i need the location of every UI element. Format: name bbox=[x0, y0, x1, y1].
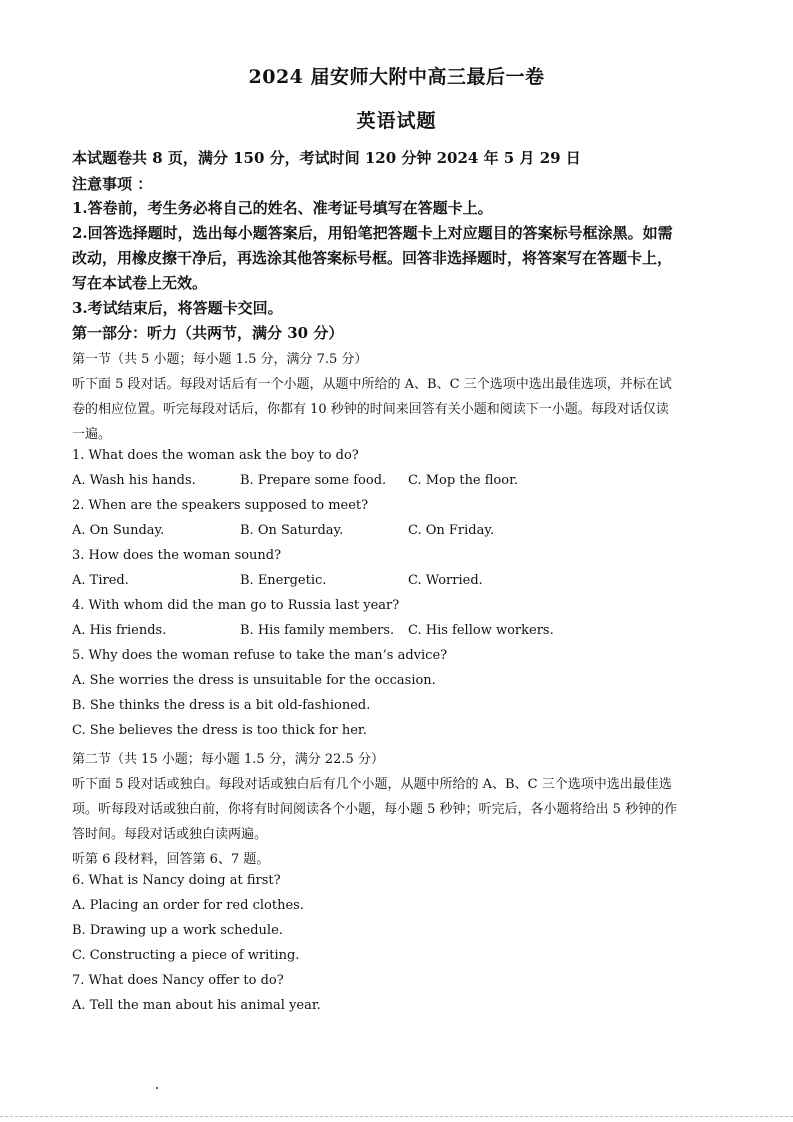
question-3: 3. How does the woman sound? bbox=[72, 548, 282, 563]
exam-info: 本试题卷共 8 页，满分 150 分，考试时间 120 分钟 2024 年 5 月 29 日 bbox=[72, 149, 581, 167]
note-2-line-2: 改动，用橡皮擦干净后，再选涂其他答案标号框。回答非选择题时，将答案写在答题卡上， bbox=[72, 249, 673, 267]
q3-option-c: C. Worried. bbox=[408, 573, 483, 588]
section1-instruction-line-1: 听下面 5 段对话。每段对话后有一个小题，从题中所给的 A、B、C 三个选项中选出最佳选项，并标在试 bbox=[72, 377, 672, 392]
q1-option-c: C. Mop the floor. bbox=[408, 473, 519, 488]
question-5: 5. Why does the woman refuse to take the man’s advice? bbox=[72, 648, 448, 663]
note-3: 3.考试结束后，将答题卡交回。 bbox=[72, 299, 283, 317]
note-2-line-3: 写在本试卷上无效。 bbox=[72, 274, 208, 292]
q6-option-a: A. Placing an order for red clothes. bbox=[72, 898, 304, 913]
q5-option-c: C. She believes the dress is too thick for her. bbox=[72, 723, 367, 738]
question-6: 6. What is Nancy doing at first? bbox=[72, 873, 281, 888]
section1-instruction-line-3: 一遍。 bbox=[72, 427, 112, 442]
q4-option-b: B. His family members. bbox=[240, 623, 395, 638]
section2-instruction-line-2: 项。听每段对话或独白前，你将有时间阅读各个小题，每小题 5 秒钟；听完后，各小题将给出 5 秒钟的作 bbox=[72, 802, 678, 817]
q7-option-a: A. Tell the man about his animal year. bbox=[72, 998, 321, 1013]
exam-subtitle: 英语试题 bbox=[356, 110, 437, 132]
q2-option-b: B. On Saturday. bbox=[240, 523, 344, 538]
q5-option-b: B. She thinks the dress is a bit old-fashioned. bbox=[72, 698, 371, 713]
section2-heading: 第二节（共 15 小题；每小题 1.5 分，满分 22.5 分） bbox=[72, 752, 384, 767]
q2-option-c: C. On Friday. bbox=[408, 523, 495, 538]
part1-heading: 第一部分：听力（共两节，满分 30 分） bbox=[72, 324, 344, 342]
q6-option-b: B. Drawing up a work schedule. bbox=[72, 923, 283, 938]
section1-heading: 第一节（共 5 小题；每小题 1.5 分，满分 7.5 分） bbox=[72, 352, 368, 367]
q1-option-a: A. Wash his hands. bbox=[72, 473, 196, 488]
section2-instruction-line-1: 听下面 5 段对话或独白。每段对话或独白后有几个小题，从题中所给的 A、B、C 三个选项中选出最佳选 bbox=[72, 777, 672, 792]
q3-option-a: A. Tired. bbox=[72, 573, 129, 588]
notes-heading: 注意事项 ： bbox=[72, 175, 153, 193]
question-7: 7. What does Nancy offer to do? bbox=[72, 973, 284, 988]
page-bottom-divider bbox=[0, 1116, 793, 1117]
q2-option-a: A. On Sunday. bbox=[72, 523, 165, 538]
passage-6-intro: 听第 6 段材料，回答第 6、7 题。 bbox=[72, 852, 270, 867]
footer-dot bbox=[156, 1087, 158, 1089]
note-1: 1.答卷前，考生务必将自己的姓名、准考证号填写在答题卡上。 bbox=[72, 199, 493, 217]
note-2-line-1: 2.回答选择题时，选出每小题答案后，用铅笔把答题卡上对应题目的答案标号框涂黑。如需 bbox=[72, 224, 673, 242]
q4-option-a: A. His friends. bbox=[72, 623, 167, 638]
q5-option-a: A. She worries the dress is unsuitable for the occasion. bbox=[72, 673, 436, 688]
exam-title: 2024 届安师大附中高三最后一卷 bbox=[248, 66, 545, 88]
question-4: 4. With whom did the man go to Russia last year? bbox=[72, 598, 400, 613]
section2-instruction-line-3: 答时间。每段对话或独白读两遍。 bbox=[72, 827, 268, 842]
q4-option-c: C. His fellow workers. bbox=[408, 623, 554, 638]
section1-instruction-line-2: 卷的相应位置。听完每段对话后，你都有 10 秒钟的时间来回答有关小题和阅读下一小题。每段对话仅读 bbox=[72, 402, 669, 417]
q6-option-c: C. Constructing a piece of writing. bbox=[72, 948, 300, 963]
question-1: 1. What does the woman ask the boy to do? bbox=[72, 448, 359, 463]
q1-option-b: B. Prepare some food. bbox=[240, 473, 387, 488]
question-2: 2. When are the speakers supposed to meet? bbox=[72, 498, 369, 513]
q3-option-b: B. Energetic. bbox=[240, 573, 327, 588]
